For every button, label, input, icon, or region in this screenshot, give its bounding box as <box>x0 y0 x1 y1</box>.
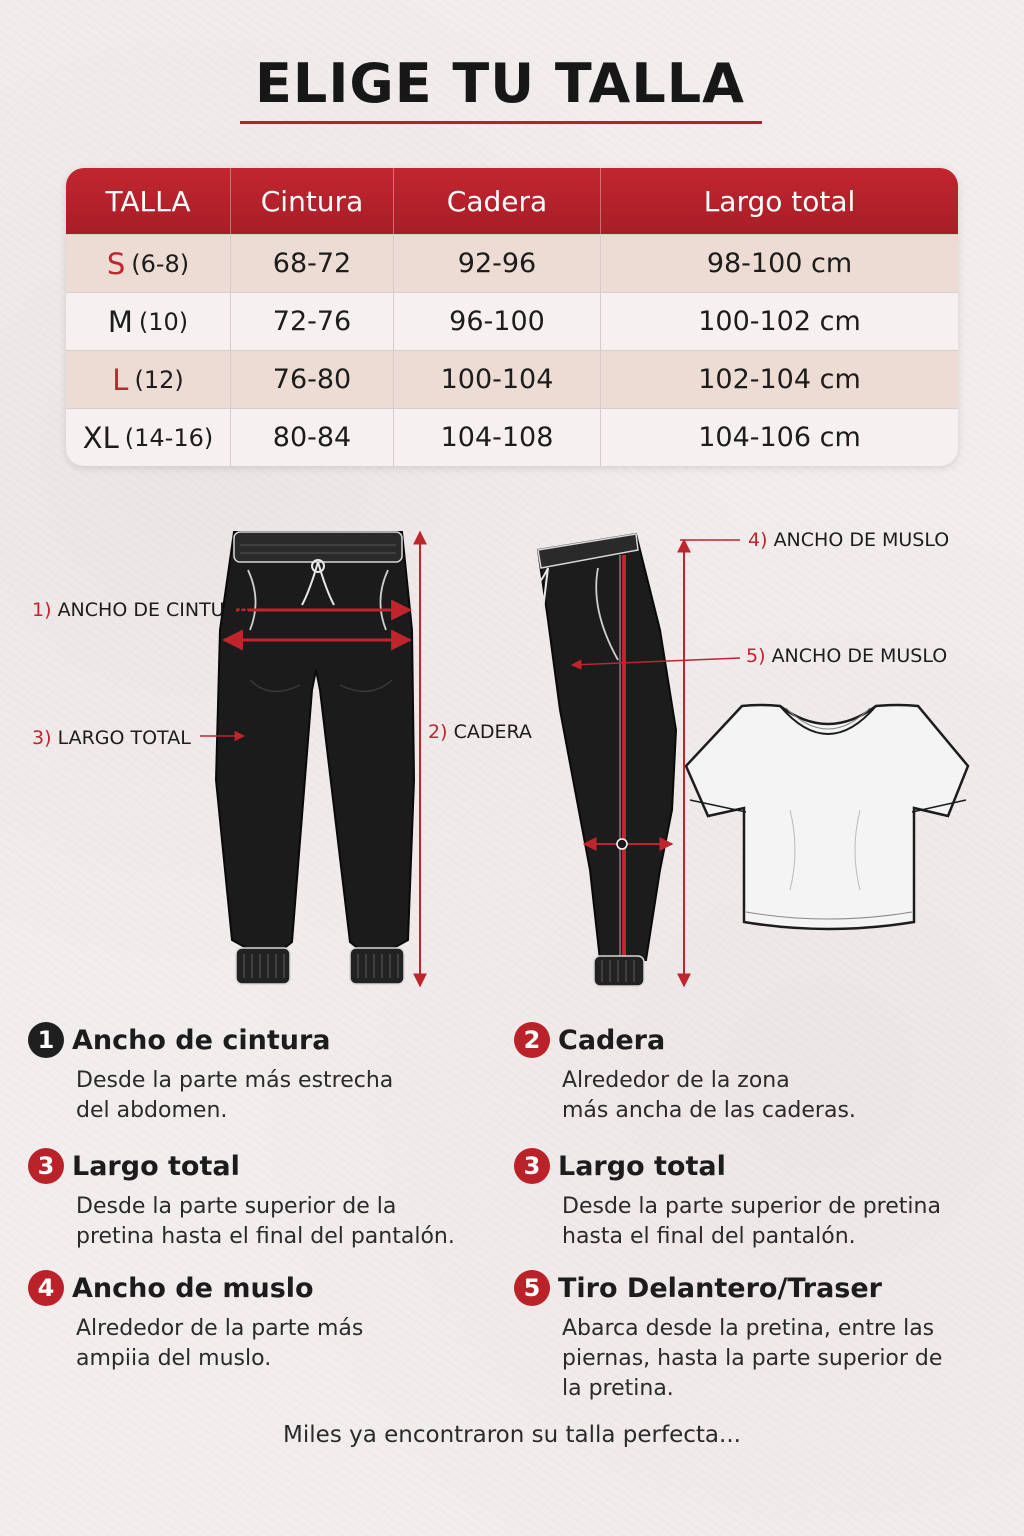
section-ancho-muslo <box>28 1270 498 1374</box>
crop-top-icon <box>686 705 968 929</box>
section-description <box>76 1314 498 1374</box>
cadera-cell: 92-96 <box>394 235 601 292</box>
label-ancho-muslo-4 <box>748 529 949 551</box>
label-ancho-muslo-5 <box>746 645 947 667</box>
table-row <box>66 234 958 292</box>
desc-line: Alrededor de la zona <box>562 1068 790 1093</box>
size-cell <box>66 293 231 350</box>
size-cell <box>66 409 231 466</box>
desc-line: Desde la parte superior de pretina <box>562 1194 941 1219</box>
section-title: Tiro Delantero/Traser <box>558 1272 882 1304</box>
label-num: 3) <box>32 727 52 749</box>
section-description <box>562 1314 984 1404</box>
largo-cell: 100-102 cm <box>698 306 861 337</box>
size-range: (6-8) <box>131 249 190 278</box>
page-title: ELIGE TU TALLA <box>255 52 745 115</box>
section-ancho-cintura <box>28 1022 498 1126</box>
desc-line: del abdomen. <box>76 1098 228 1123</box>
table-row <box>66 292 958 350</box>
desc-line: piernas, hasta la parte superior de <box>562 1346 943 1371</box>
footer-tagline: Miles ya encontraron su talla perfecta... <box>283 1422 741 1448</box>
size-range: (14-16) <box>124 423 214 452</box>
size-range: (12) <box>134 365 184 394</box>
largo-cell: 102-104 cm <box>698 364 861 395</box>
cintura-cell: 76-80 <box>231 351 394 408</box>
label-cadera <box>428 721 532 743</box>
label-largo-total <box>32 727 191 749</box>
section-description <box>76 1192 498 1252</box>
number-badge: 1 <box>28 1022 64 1058</box>
desc-line: Desde la parte más estrecha <box>76 1068 394 1093</box>
section-title: Cadera <box>558 1024 666 1056</box>
section-description <box>562 1192 984 1252</box>
table-header-row <box>66 168 958 234</box>
desc-line: Alrededor de la parte más <box>76 1316 364 1341</box>
header-cadera: Cadera <box>394 168 601 234</box>
cintura-cell: 72-76 <box>231 293 394 350</box>
label-ancho-cintura <box>32 599 250 621</box>
number-badge: 3 <box>514 1148 550 1184</box>
section-description <box>562 1066 984 1126</box>
largo-cell: 98-100 cm <box>706 248 853 279</box>
section-title: Largo total <box>558 1150 726 1182</box>
size-letter: L <box>112 362 129 397</box>
label-text: ANCHO DE MUSLO <box>773 529 950 551</box>
size-cell <box>66 351 231 408</box>
header-cintura: Cintura <box>231 168 394 234</box>
size-letter: M <box>107 304 133 339</box>
header-largo-total: Largo total <box>703 184 856 218</box>
cadera-cell: 96-100 <box>394 293 601 350</box>
desc-line: hasta el final del pantalón. <box>562 1224 856 1249</box>
label-num: 5) <box>746 645 766 667</box>
label-text: CADERA <box>453 721 532 743</box>
section-cadera <box>514 1022 984 1126</box>
measurement-diagram <box>0 510 1024 1010</box>
table-row <box>66 408 958 466</box>
size-letter: S <box>106 246 126 281</box>
size-table <box>66 168 958 466</box>
label-num: 1) <box>32 599 52 621</box>
desc-line: Desde la parte superior de la <box>76 1194 397 1219</box>
cintura-cell: 68-72 <box>231 235 394 292</box>
desc-line: Abarca desde la pretina, entre las <box>562 1316 935 1341</box>
desc-line: pretina hasta el final del pantalón. <box>76 1224 455 1249</box>
section-title: Ancho de muslo <box>72 1272 314 1304</box>
section-largo-total-2 <box>514 1148 984 1252</box>
desc-line: más ancha de las caderas. <box>562 1098 856 1123</box>
label-num: 4) <box>748 529 768 551</box>
desc-line: la pretina. <box>562 1376 674 1401</box>
label-text: ANCHO DE MUSLO <box>771 645 948 667</box>
cintura-cell: 80-84 <box>231 409 394 466</box>
label-num: 2) <box>428 721 448 743</box>
number-badge: 3 <box>28 1148 64 1184</box>
garment-illustration <box>0 510 1024 1010</box>
section-description <box>76 1066 498 1126</box>
cadera-cell: 100-104 <box>394 351 601 408</box>
label-text: ANCHO DE CINTURA <box>57 599 251 621</box>
size-cell <box>66 235 231 292</box>
number-badge: 4 <box>28 1270 64 1306</box>
side-pants-icon <box>532 534 676 986</box>
section-largo-total <box>28 1148 498 1252</box>
cadera-cell: 104-108 <box>394 409 601 466</box>
largo-cell: 104-106 cm <box>698 422 861 453</box>
desc-line: ampiia del muslo. <box>76 1346 272 1371</box>
size-range: (10) <box>138 307 189 336</box>
table-row <box>66 350 958 408</box>
section-title: Largo total <box>72 1150 240 1182</box>
size-letter: XL <box>82 420 119 455</box>
header-talla: TALLA <box>66 168 231 234</box>
number-badge: 2 <box>514 1022 550 1058</box>
number-badge: 5 <box>514 1270 550 1306</box>
title-underline <box>240 121 762 124</box>
section-title: Ancho de cintura <box>72 1024 331 1056</box>
label-text: LARGO TOTAL <box>57 727 191 749</box>
section-tiro <box>514 1270 984 1404</box>
